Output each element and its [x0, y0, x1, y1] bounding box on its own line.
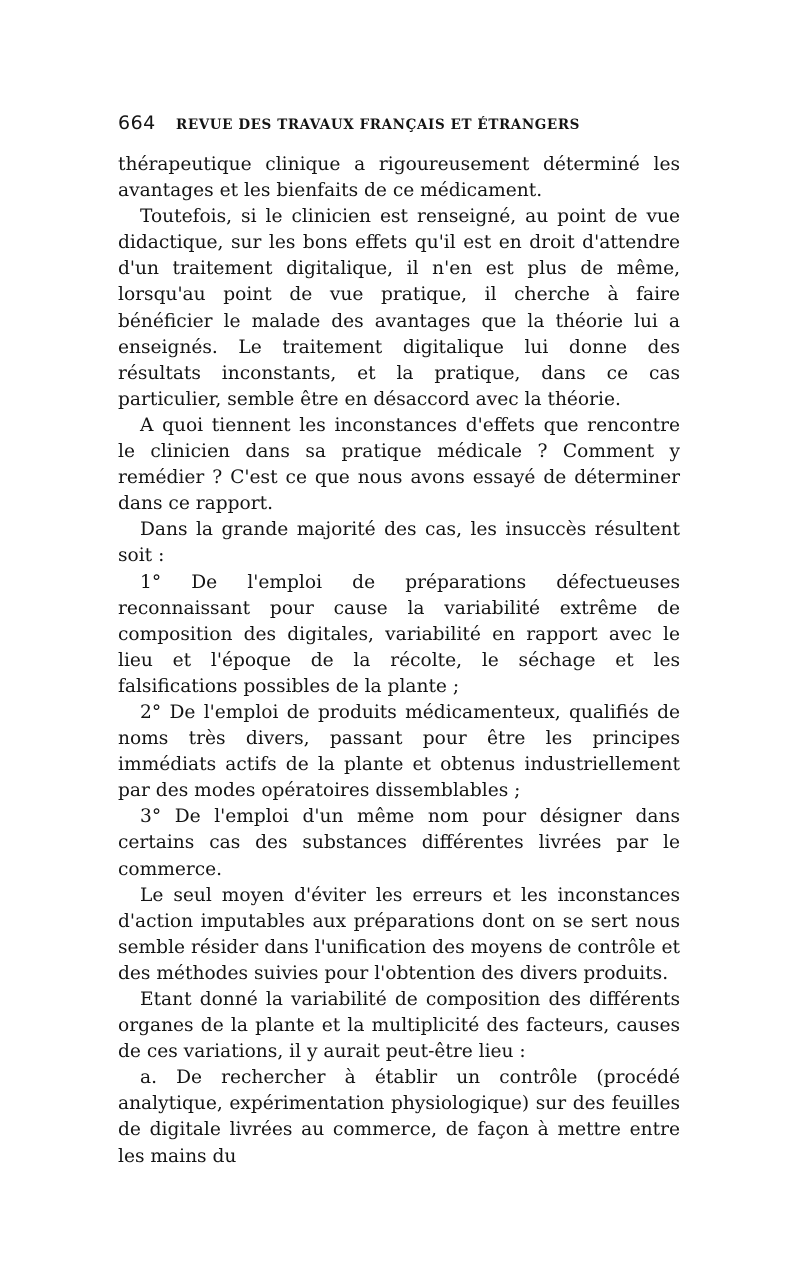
paragraph: Dans la grande majorité des cas, les insuccès résultent soit : — [118, 519, 680, 567]
book-page — [118, 112, 680, 1170]
paragraph: Toutefois, si le clinicien est renseigné, au point de vue didactique, sur les bons effets qu'il est en droit d'attendre d'un traitement digitalique, il n'en est plus de même, lorsqu'au point de vue pratique, il cherche à faire bénéficier le malade des avantages que la théorie lui a enseignés. Le traitement digitalique lui donne des résultats inconstants, et la pratique, dans ce cas particulier, semble être en désaccord avec la théorie. — [118, 206, 680, 410]
list-item: 2° De l'emploi de produits médicamenteux, qualifiés de noms très divers, passant pour être les principes immédiats actifs de la plante et obtenus industriellement par des modes opératoires dissemblables ; — [118, 701, 680, 802]
list-item: 3° De l'emploi d'un même nom pour désigner dans certains cas des substances différentes livrées par le commerce. — [118, 806, 680, 880]
page-number: 664 — [118, 112, 156, 134]
paragraph: A quoi tiennent les inconstances d'effets que rencontre le clinicien dans sa pratique médicale ? Comment y remédier ? C'est ce que nous avons essayé de déterminer dans ce rapport. — [118, 414, 680, 515]
body-text — [118, 152, 680, 1170]
paragraph-continuation: thérapeutique clinique a rigoureusement déterminé les avantages et les bienfaits de ce médicament. — [118, 154, 680, 202]
paragraph: Etant donné la variabilité de composition des différents organes de la plante et la multiplicité des facteurs, causes de ces variations, il y aurait peut-être lieu : — [118, 989, 680, 1063]
list-item: a. De rechercher à établir un contrôle (procédé analytique, expérimentation physiologique) sur des feuilles de digitale livrées au commerce, de façon à mettre entre les mains du — [118, 1067, 680, 1167]
paragraph: Le seul moyen d'éviter les erreurs et les inconstances d'action imputables aux préparations dont on se sert nous semble résider dans l'unification des moyens de contrôle et des méthodes suivies pour l'obtention des divers produits. — [118, 884, 680, 984]
running-title: REVUE DES TRAVAUX FRANÇAIS ET ÉTRANGERS — [176, 117, 580, 133]
list-item: 1° De l'emploi de préparations défectueuses reconnaissant pour cause la variabilité extrême de composition des digitales, variabilité en rapport avec le lieu et l'époque de la récolte, le séchage et les falsifications possibles de la plante ; — [118, 571, 680, 697]
running-header — [118, 112, 680, 136]
